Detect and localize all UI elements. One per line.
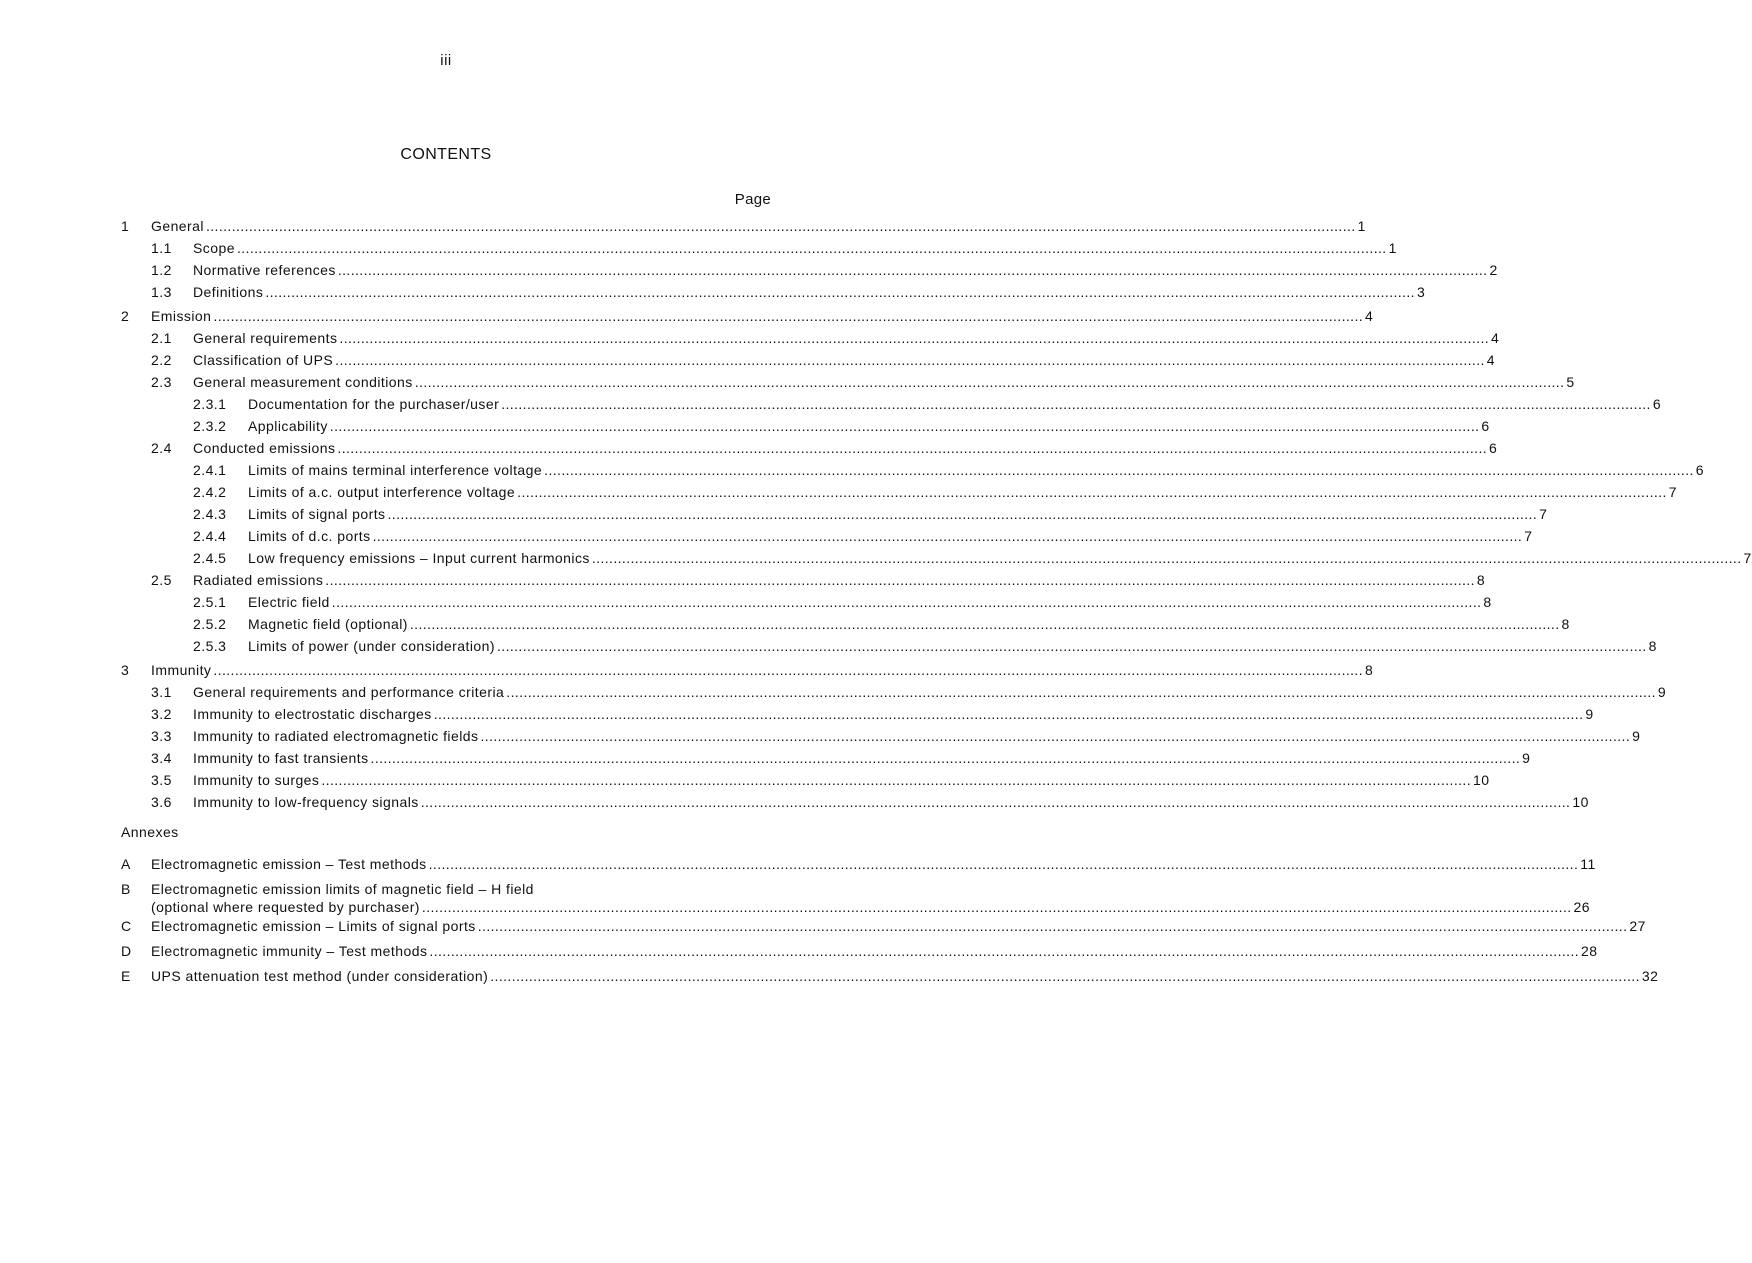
toc-entry-page: 9 [1522,750,1531,766]
annex-letter: C [121,918,132,934]
dot-leader [478,918,1628,934]
table-of-contents [121,218,1752,990]
annex-letter: A [121,856,131,872]
annex-title: Electromagnetic immunity – Test methods [151,943,428,959]
toc-entry-number: 2.3.1 [193,396,227,412]
dot-leader [415,374,1565,390]
annex-title-line1: Electromagnetic emission limits of magnetic field – H field [151,881,534,897]
dot-leader [429,856,1579,872]
toc-entry-number: 3.5 [151,772,172,788]
toc-entry-page: 6 [1695,462,1705,478]
page-column-label: Page [734,191,771,208]
toc-entry[interactable] [121,352,1496,374]
dot-leader [480,728,1630,744]
toc-entry-title: Immunity to surges [193,772,320,788]
toc-entry-number: 3.6 [151,794,172,810]
dot-leader [206,218,1356,234]
toc-entry-title: Scope [193,240,235,256]
toc-entry[interactable] [121,308,1374,330]
toc-entry-page: 9 [1632,728,1641,744]
toc-entry[interactable] [121,750,1531,772]
toc-entry-number: 2.5 [151,572,172,588]
dot-leader [506,684,1656,700]
toc-entry-number: 2.4.4 [193,528,227,544]
dot-leader [213,662,1363,678]
annex-entry[interactable] [121,856,1596,878]
toc-entry-page: 6 [1652,396,1662,412]
toc-entry-title: Conducted emissions [193,440,336,456]
annex-entry[interactable] [121,918,1646,940]
dot-leader [237,240,1387,256]
dot-leader [338,262,1488,278]
toc-entry[interactable] [121,284,1426,306]
toc-entry-title: Limits of mains terminal interference voltage [248,462,543,478]
dot-leader [371,750,1521,766]
toc-entry-number: 2.5.3 [193,638,227,654]
toc-entry-number: 2 [121,308,130,324]
toc-entries [121,218,1752,816]
dot-leader [592,550,1742,566]
page-number: iii [440,52,452,69]
toc-entry-title: Immunity [151,662,212,678]
toc-entry[interactable] [121,262,1498,284]
toc-entry[interactable] [121,638,1657,660]
annex-page: 27 [1629,918,1646,934]
toc-entry[interactable] [121,418,1490,440]
annex-page: 32 [1641,968,1659,984]
toc-entry-number: 1.1 [151,240,172,256]
dot-leader [337,440,1487,456]
toc-entry-title: Limits of power (under consideration) [248,638,495,654]
dot-leader [321,772,1471,788]
toc-entry[interactable] [121,772,1490,794]
toc-entry-page: 4 [1486,352,1496,368]
toc-entry[interactable] [121,594,1492,616]
toc-entry-page: 1 [1357,218,1366,234]
toc-entry-title: General [151,218,204,234]
toc-entry-number: 2.1 [151,330,172,346]
toc-entry-number: 2.2 [151,352,172,368]
toc-entry-page: 10 [1572,794,1589,810]
toc-entry-number: 3 [121,662,130,678]
toc-entry-title: Normative references [193,262,336,278]
toc-entry-page: 8 [1648,638,1657,654]
toc-entry[interactable] [121,728,1641,750]
toc-entry-page: 6 [1489,440,1498,456]
contents-title: CONTENTS [400,146,492,163]
toc-entry[interactable] [121,462,1705,484]
toc-entry-title: Radiated emissions [193,572,324,588]
annex-page: 28 [1581,943,1598,959]
toc-entry[interactable] [121,706,1594,728]
toc-entry-title: Limits of d.c. ports [248,528,371,544]
toc-entry-title: General measurement conditions [193,374,413,390]
toc-entry[interactable] [121,374,1575,396]
toc-entry[interactable] [121,684,1667,706]
dot-leader [335,352,1485,368]
toc-entry-number: 2.3 [151,374,172,390]
annex-title-line2 [151,899,1590,915]
toc-entry-number: 2.4.3 [193,506,227,522]
toc-entry-page: 4 [1491,330,1500,346]
toc-entry-number: 1.3 [151,284,172,300]
dot-leader [517,484,1667,500]
annex-title: Electromagnetic emission – Limits of signal ports [151,918,476,934]
toc-entry[interactable] [121,550,1752,572]
dot-leader [544,462,1694,478]
annex-page: 11 [1580,856,1596,872]
toc-entry[interactable] [121,396,1662,418]
dot-leader [373,528,1523,544]
toc-entry[interactable] [121,662,1374,684]
toc-entry-title: Limits of a.c. output interference voltage [248,484,516,500]
toc-entry-number: 2.5.2 [193,616,227,632]
toc-entry-title: Limits of signal ports [248,506,386,522]
toc-entry[interactable] [121,794,1589,816]
toc-entry-title: General requirements and performance criteria [193,684,505,700]
dot-leader [421,794,1571,810]
toc-entry-number: 2.5.1 [193,594,227,610]
annexes-heading: Annexes [121,824,179,840]
toc-entry-title: General requirements [193,330,338,346]
annex-letter: D [121,943,132,959]
toc-entry[interactable] [121,218,1366,240]
dot-leader [265,284,1415,300]
toc-entry-page: 9 [1585,706,1594,722]
toc-entry-page: 9 [1657,684,1667,700]
dot-leader [434,706,1584,722]
toc-entry-page: 7 [1524,528,1533,544]
toc-entry-title: Immunity to low-frequency signals [193,794,419,810]
annex-title: (optional where requested by purchaser) [151,899,420,915]
annex-entry[interactable] [121,943,1598,965]
toc-entry-number: 2.4 [151,440,172,456]
toc-entry-title: Definitions [193,284,264,300]
toc-entry-page: 8 [1476,572,1486,588]
toc-entry-page: 5 [1566,374,1575,390]
dot-leader [213,308,1363,324]
toc-entry-number: 3.4 [151,750,172,766]
toc-entry-page: 1 [1388,240,1397,256]
toc-entry[interactable] [121,506,1548,528]
toc-entry-number: 2.3.2 [193,418,227,434]
dot-leader [497,638,1647,654]
annex-title: UPS attenuation test method (under consideration) [151,968,489,984]
toc-entry-title: Classification of UPS [193,352,334,368]
toc-entry-page: 10 [1473,772,1490,788]
dot-leader [429,943,1579,959]
toc-entry-title: Electric field [248,594,330,610]
toc-entry-page: 7 [1539,506,1548,522]
dot-leader [388,506,1538,522]
dot-leader [325,572,1475,588]
toc-entry-title: Low frequency emissions – Input current harmonics [248,550,590,566]
toc-entry[interactable] [121,616,1570,638]
dot-leader [422,899,1572,915]
toc-entry-number: 3.3 [151,728,172,744]
dot-leader [490,968,1640,984]
annex-entry[interactable] [121,881,1591,915]
toc-entry[interactable] [121,484,1678,506]
toc-entry[interactable] [121,528,1533,550]
toc-entry-title: Emission [151,308,212,324]
toc-entry-page: 7 [1743,550,1752,566]
annex-letter: B [121,881,131,897]
annex-entries [121,856,1659,990]
annex-letter: E [121,968,131,984]
toc-entry[interactable] [121,240,1397,262]
toc-entry[interactable] [121,330,1500,352]
toc-entry-number: 2.4.1 [193,462,227,478]
toc-entry-number: 3.1 [151,684,172,700]
dot-leader [339,330,1489,346]
dot-leader [410,616,1560,632]
dot-leader [332,594,1482,610]
toc-entry-page: 6 [1481,418,1490,434]
toc-entry-page: 8 [1561,616,1570,632]
toc-entry-title: Documentation for the purchaser/user [248,396,500,412]
toc-entry-page: 8 [1365,662,1374,678]
dot-leader [330,418,1480,434]
annex-entry[interactable] [121,968,1659,990]
toc-entry-number: 3.2 [151,706,172,722]
toc-entry[interactable] [121,440,1498,462]
toc-entry-title: Immunity to radiated electromagnetic fields [193,728,479,744]
toc-entry-title: Immunity to electrostatic discharges [193,706,432,722]
toc-entry-title: Immunity to fast transients [193,750,369,766]
toc-entry-page: 2 [1489,262,1498,278]
toc-entry-page: 4 [1365,308,1374,324]
dot-leader [501,396,1651,412]
annex-page: 26 [1573,899,1591,915]
toc-entry-page: 8 [1483,594,1492,610]
toc-entry-page: 3 [1416,284,1426,300]
annex-title-block [151,881,1590,915]
toc-entry-number: 1 [121,218,130,234]
annex-title: Electromagnetic emission – Test methods [151,856,427,872]
toc-entry-title: Applicability [248,418,328,434]
toc-entry[interactable] [121,572,1486,594]
toc-entry-number: 1.2 [151,262,172,278]
toc-entry-page: 7 [1668,484,1678,500]
toc-entry-number: 2.4.5 [193,550,227,566]
toc-entry-title: Magnetic field (optional) [248,616,408,632]
toc-entry-number: 2.4.2 [193,484,227,500]
